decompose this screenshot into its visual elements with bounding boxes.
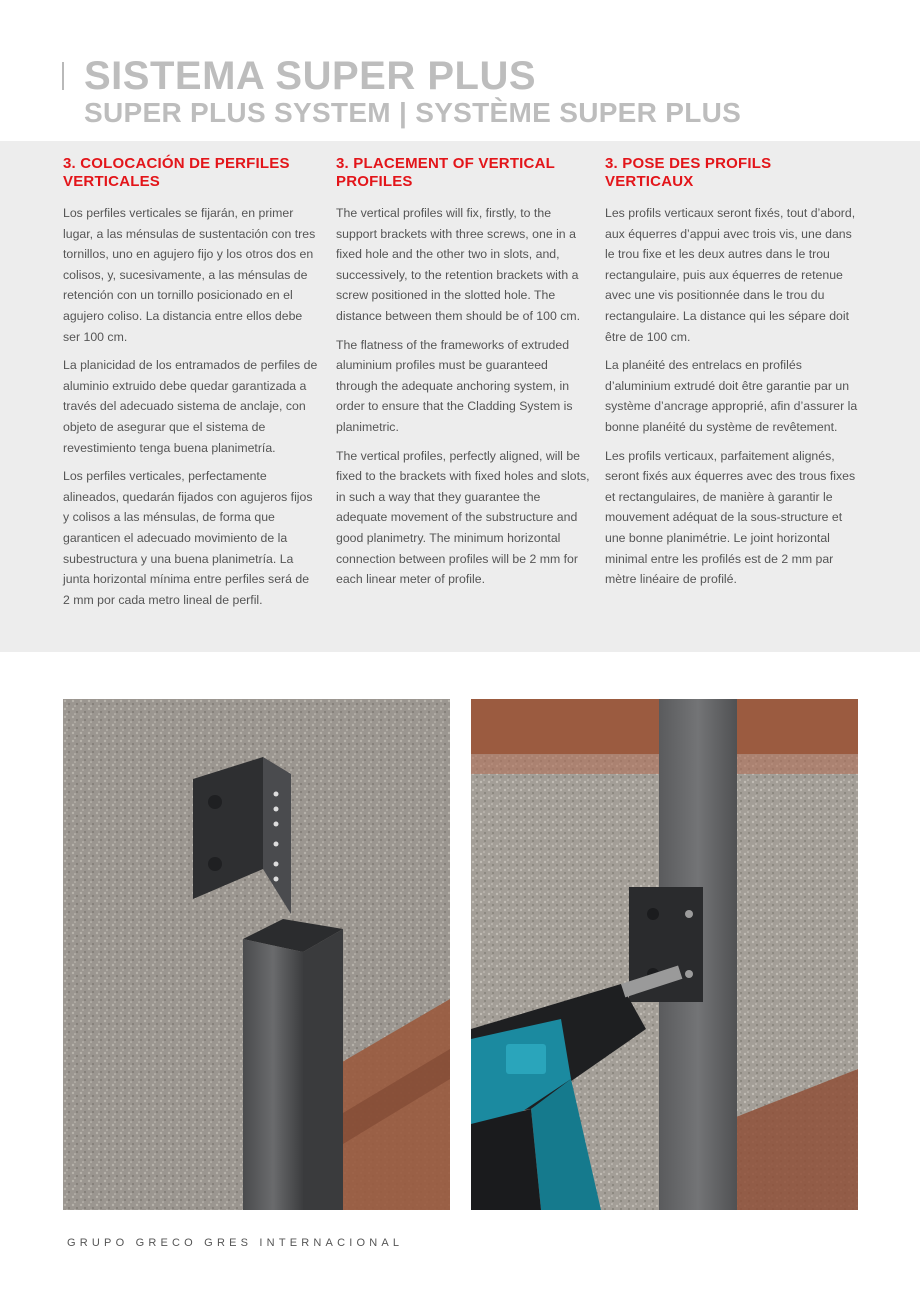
- column-spanish: [63, 155, 319, 618]
- page-header: [0, 0, 920, 141]
- text-section: [0, 141, 920, 652]
- column-heading: 3. POSE DES PROFILS VERTICAUX: [605, 155, 772, 190]
- column-english: [336, 155, 592, 598]
- page-title: SISTEMA SUPER PLUS: [84, 54, 537, 98]
- column-heading: 3. PLACEMENT OF VERTICAL PROFILES: [336, 155, 555, 190]
- paragraph: Los perfiles verticales se fijarán, en primer lugar, a las ménsulas de sustentación con tres tornillos, uno en agujero fijo y los otros dos en colisos, y, sucesivamente, a las ménsulas de retención con un tornillo posicionado en el agujero coliso. La distancia entre ellos debe ser 100 cm.: [63, 206, 316, 344]
- paragraph: The vertical profiles will fix, firstly, to the support brackets with three screws, one in a fixed hole and the other two in slots, and, successively, to the retention brackets with a screw positioned in the slotted hole. The distance between them should be of 100 cm.: [336, 206, 581, 323]
- paragraph: The vertical profiles, perfectly aligned, will be fixed to the brackets with fixed holes and slots, in such a way that they guarantee the adequate movement of the substructure and good planimetry. The minimum horizontal connection between profiles will be 2 mm for each linear meter of profile.: [336, 448, 590, 587]
- paragraph: Los perfiles verticales, perfectamente alineados, quedarán fijados con agujeros fijos y colisos a las ménsulas, de forma que garanticen el adecuado movimiento de la subestructura y una buena planimetría. La junta horizontal mínima entre perfiles será de 2 mm por cada metro lineal de perfil.: [63, 469, 313, 607]
- paragraph: The flatness of the frameworks of extruded aluminium profiles must be guaranteed through the adequate anchoring system, in order to ensure that the Cladding System is planimetric.: [336, 337, 573, 434]
- title-accent-bar: [62, 62, 64, 90]
- paragraph: Les profils verticaux, parfaitement alignés, seront fixés aux équerres avec des trous fixes et rectangulaires, de manière à garantir le mouvement adéquat de la sous-structure et une bonne planimétrie. Le joint horizontal minimal entre les profilés est de 2 mm par mètre linéaire de profilé.: [605, 448, 856, 587]
- paragraph: La planicidad de los entramados de perfiles de aluminio extruido debe quedar garantizada a través del adecuado sistema de anclaje, con objeto de asegurar que el sistema de revestimiento tenga buena planimetría.: [63, 358, 318, 455]
- page-subtitle: SUPER PLUS SYSTEM | SYSTÈME SUPER PLUS: [84, 97, 742, 128]
- footer-brand: GRUPO GRECO GRES INTERNACIONAL: [67, 1237, 404, 1249]
- paragraph: Les profils verticaux seront fixés, tout d’abord, aux équerres d’appui avec trois vis, une dans le trou fixe et les deux autres dans le trou rectangulaire, puis aux équerres de retenue avec une vis positionnée dans le trou du rectangulaire. La distance qui les sépare doit être de 100 cm.: [605, 206, 856, 344]
- photo-drill-fixing-profile: [471, 699, 858, 1210]
- photo-bracket-and-profile: [63, 699, 450, 1210]
- column-heading: 3. COLOCACIÓN DE PERFILES VERTICALES: [63, 155, 290, 190]
- paragraph: La planéité des entrelacs en profilés d’aluminium extrudé doit être garantie par un système d’ancrage approprié, afin d’assurer la bonne planéité du système de revêtement.: [605, 358, 858, 434]
- column-french: [605, 155, 859, 598]
